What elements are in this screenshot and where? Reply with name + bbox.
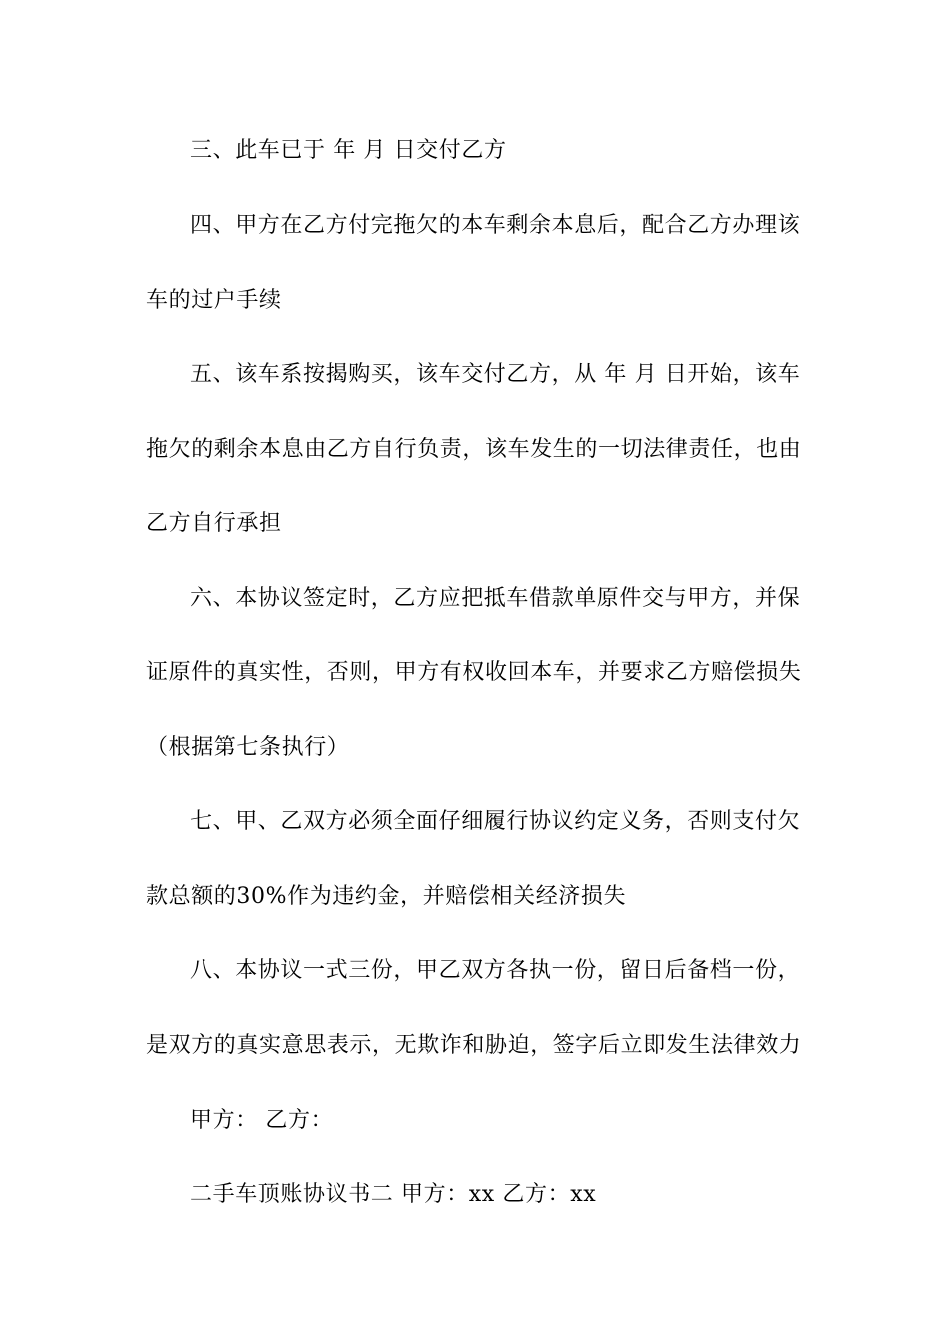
signature-line: 甲方： 乙方： <box>190 1108 334 1133</box>
clause-6-line-1: 六、本协议签定时，乙方应把抵车借款单原件交与甲方，并保 <box>190 586 801 611</box>
second-agreement-title-line: 二手车顶账协议书二 甲方：xx 乙方：xx <box>190 1182 597 1207</box>
clause-6-line-3: （根据第七条执行） <box>146 735 350 760</box>
clause-5-line-3: 乙方自行承担 <box>146 511 282 536</box>
clause-3-line: 三、此车已于 年 月 日交付乙方 <box>190 138 507 163</box>
clause-4-line-2: 车的过户手续 <box>146 288 282 313</box>
clause-5-line-1: 五、该车系按揭购买，该车交付乙方，从 年 月 日开始，该车 <box>190 362 801 387</box>
clause-6-line-2: 证原件的真实性，否则，甲方有权收回本车，并要求乙方赔偿损失 <box>146 660 802 685</box>
clause-7-line-2: 款总额的30%作为违约金，并赔偿相关经济损失 <box>146 884 627 909</box>
clause-5-line-2: 拖欠的剩余本息由乙方自行负责，该车发生的一切法律责任，也由 <box>146 437 802 462</box>
clause-8-line-1: 八、本协议一式三份，甲乙双方各执一份，留日后备档一份， <box>190 958 801 983</box>
clause-7-line-1: 七、甲、乙双方必须全面仔细履行协议约定义务，否则支付欠 <box>190 809 801 834</box>
clause-8-line-2: 是双方的真实意思表示，无欺诈和胁迫，签字后立即发生法律效力 <box>146 1033 802 1058</box>
clause-4-line-1: 四、甲方在乙方付完拖欠的本车剩余本息后，配合乙方办理该 <box>190 213 801 238</box>
